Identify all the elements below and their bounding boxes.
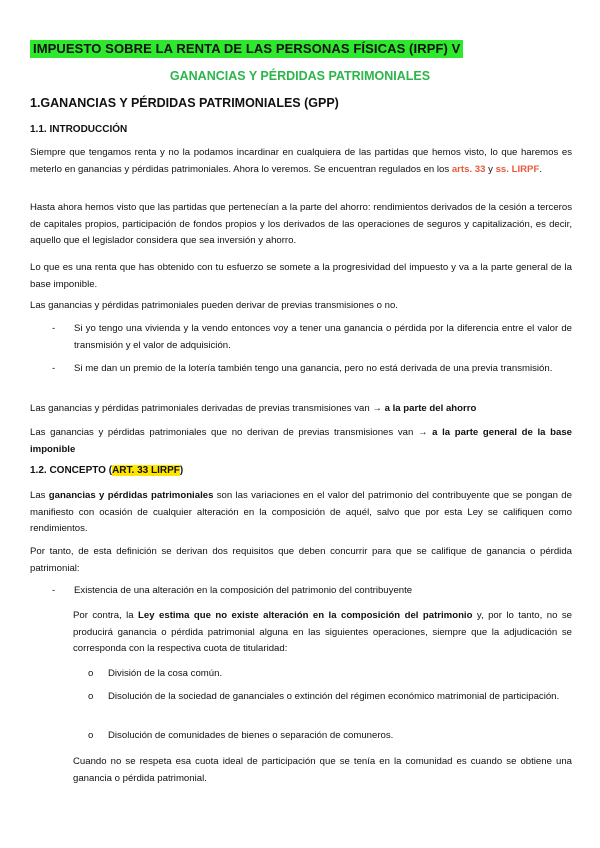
paragraph-bold-text: Ley estima que no existe alteración en la composición del patrimonio [138, 610, 473, 621]
circle-marker: o [88, 730, 94, 741]
heading-text: 1.2. CONCEPTO ( [30, 465, 113, 476]
dash-marker: - [52, 363, 56, 374]
section-heading-introduccion: 1.1. INTRODUCCIÓN [30, 124, 128, 135]
paragraph-bold-text: ganancias y pérdidas patrimoniales [48, 490, 214, 501]
paragraph-text: Siempre que tengamos renta y no la podamos incardinar en cualquiera de las partidas que hemos visto, lo que haremos es meterlo en ganancias y pérdidas patrimoniales. Ahora lo veremos. Se encuentran regulados en los [30, 147, 572, 175]
arrow-icon: → [417, 427, 428, 438]
paragraph-text: y, por lo tanto, no se producirá ganancia o pérdida patrimonial alguna en las siguientes operaciones, siempre que la adjudicación se corresponda con la respectiva cuota de titularidad: [73, 610, 572, 654]
paragraph-text: Las [30, 490, 49, 501]
paragraph-bold-text: a la parte del ahorro [381, 403, 477, 414]
document-title: IMPUESTO SOBRE LA RENTA DE LAS PERSONAS FÍSICAS (IRPF) V [30, 40, 463, 58]
law-reference: ss. LIRPF [495, 163, 540, 175]
document-subtitle: GANANCIAS Y PÉRDIDAS PATRIMONIALES [169, 69, 431, 83]
section-heading-main: 1.GANANCIAS Y PÉRDIDAS PATRIMONIALES (GPP) [30, 96, 339, 110]
paragraph-ahorro-destino [30, 401, 572, 418]
dash-marker: - [52, 585, 56, 596]
law-reference-highlight: ART. 33 LIRPF [112, 465, 180, 476]
paragraph-text: Por contra, la [73, 610, 139, 621]
heading-text: ) [179, 465, 184, 476]
paragraph-general-destino [30, 425, 572, 458]
list-item-text: Existencia de una alteración en la composición del patrimonio del contribuyente [74, 585, 413, 596]
list-item-text: Si me dan un premio de la lotería también tengo una ganancia, pero no está derivada de una previa transmisión. [74, 363, 553, 374]
paragraph-text: Las ganancias y pérdidas patrimoniales derivadas de previas transmisiones van [30, 403, 373, 414]
paragraph-renta: Lo que es una renta que has obtenido con tu esfuerzo se somete a la progresividad del impuesto y va a la parte general de la base imponible. [30, 262, 572, 290]
paragraph-requisitos: Por tanto, de esta definición se derivan dos requisitos que deben concurrir para que se califique de ganancia o pérdida patrimonial: [30, 546, 572, 574]
sub-list-item-text: División de la cosa común. [108, 668, 223, 679]
paragraph-intro [30, 145, 572, 178]
paragraph-ahorro: Hasta ahora hemos visto que las partidas que pertenecían a la parte del ahorro: rendimientos derivados de la cesión a terceros de capitales propios, participación de fondos propios y los derivados de las operaciones de seguros y capitalización, es decir, aquello que el legislador considera que sea inversión y ahorro. [30, 202, 572, 246]
law-reference: arts. 33 [451, 163, 486, 175]
circle-marker: o [88, 691, 94, 702]
paragraph-derivar: Las ganancias y pérdidas patrimoniales pueden derivar de previas transmisiones o no. [30, 300, 398, 311]
paragraph-cuota: Cuando no se respeta esa cuota ideal de participación que se tenía en la comunidad es cuando se obtiene una ganancia o pérdida patrimonial. [73, 756, 572, 784]
paragraph-text: . [539, 163, 542, 175]
arrow-icon: → [372, 403, 382, 414]
paragraph-text: son las variaciones en el valor del patrimonio del contribuyente que se pongan de manifiesto con ocasión de cualquier alteración en la composición de aquél, salvo que por esta Ley se califiquen como rendimientos. [30, 490, 572, 534]
paragraph-text: Las ganancias y pérdidas patrimoniales que no derivan de previas transmisiones van [30, 427, 418, 438]
list-item-text: Si yo tengo una vivienda y la vendo entonces voy a tener una ganancia o pérdida por la diferencia entre el valor de transmisión y el valor de adquisición. [74, 323, 572, 351]
dash-marker: - [52, 323, 56, 334]
paragraph-por-contra [73, 608, 572, 658]
sub-list-item-text: Disolución de comunidades de bienes o separación de comuneros. [108, 730, 394, 741]
paragraph-text: y [485, 163, 496, 175]
circle-marker: o [88, 668, 94, 679]
paragraph-definicion [30, 488, 572, 538]
sub-list-item-text: Disolución de la sociedad de gananciales o extinción del régimen económico matrimonial de participación. [108, 691, 560, 702]
paragraph-bold-text: a la parte general de la base imponible [30, 427, 572, 455]
section-heading-concepto [30, 465, 183, 476]
